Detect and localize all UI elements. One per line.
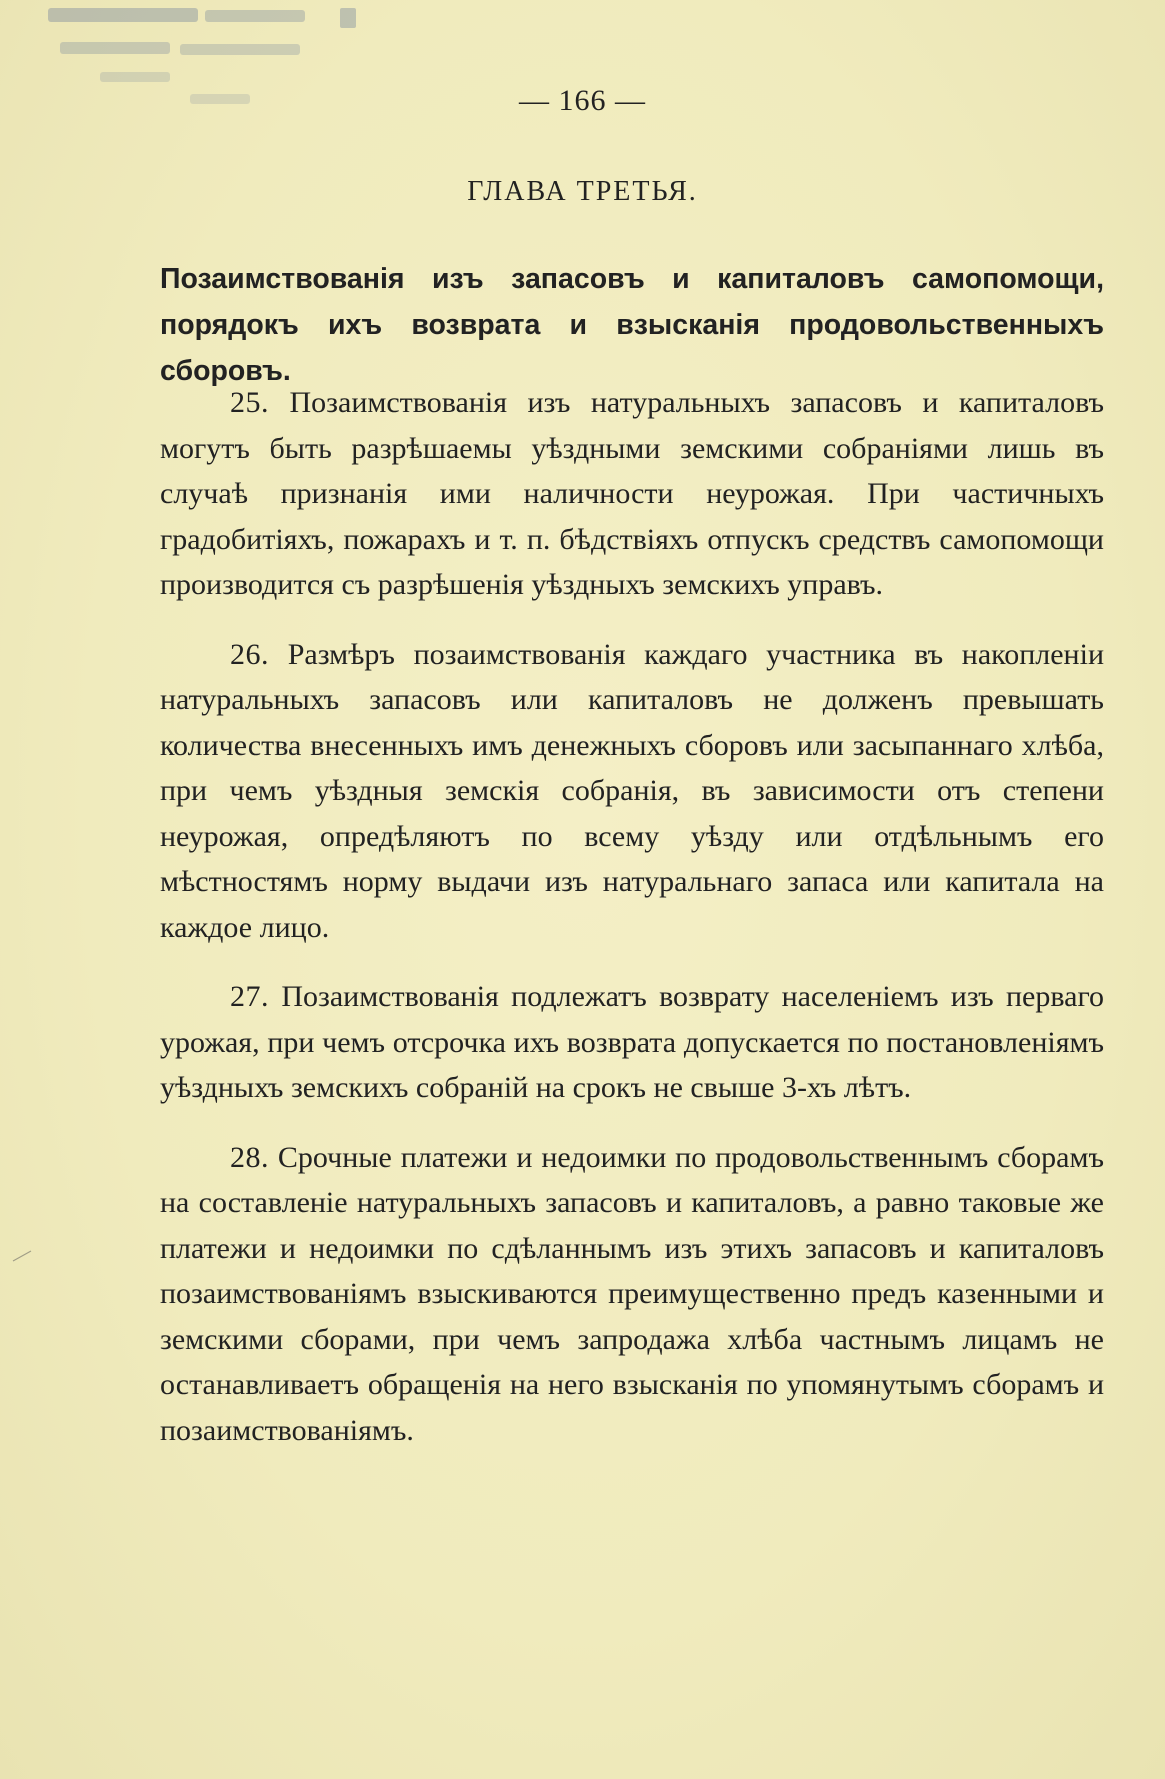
paragraph-text: Срочные платежи и недоимки по продовольственнымъ сборамъ на составленіе натуральныхъ запасовъ и капиталовъ, а равно таковые же платежи и недоимки по сдѣланнымъ изъ этихъ запасовъ и капиталовъ позаимствованіямъ взыскиваются преимущественно предъ казенными и земскими сборами, при чемъ запродажа хлѣба частнымъ лицамъ не останавливаетъ обращенія на него взысканія по упомянутымъ сборамъ и позаимствованіямъ. [160,1140,1104,1447]
paragraph-28 [160,1135,1104,1454]
paragraph-27 [160,974,1104,1111]
paragraph-25 [160,380,1104,608]
chapter-title: ГЛАВА ТРЕТЬЯ. [467,176,698,207]
paragraph-number: 26. [230,637,269,671]
paragraph-number: 28. [230,1140,269,1174]
section-heading: Позаимствованія изъ запасовъ и капиталовъ самопомощи, порядокъ ихъ возврата и взысканія продовольственныхъ сборовъ. [160,263,1104,387]
page-number: — 166 — [519,84,646,117]
paragraph-number: 27. [230,980,269,1013]
paragraph-26 [160,632,1104,951]
paragraph-text: Позаимствованія изъ натуральныхъ запасовъ и капиталовъ могутъ быть разрѣшаемы уѣздными земскими собраніями лишь въ случаѣ признанія ими наличности неурожая. При частичныхъ градобитіяхъ, пожарахъ и т. п. бѣдствіяхъ отпускъ средствъ самопомощи производится съ разрѣшенія уѣздныхъ земскихъ управъ. [160,386,1104,601]
pencil-mark [12,1250,32,1262]
paragraph-number: 25. [230,386,269,419]
paragraph-text: Размѣръ позаимствованія каждаго участника въ накопленіи натуральныхъ запасовъ или капиталовъ не долженъ превышать количества внесенныхъ имъ денежныхъ сборовъ или засыпаннаго хлѣба, при чемъ уѣздныя земскія собранія, въ зависимости отъ степени неурожая, опредѣляютъ по всему уѣзду или отдѣльнымъ его мѣстностямъ норму выдачи изъ натуральнаго запаса или капитала на каждое лицо. [160,637,1105,944]
body-text [160,380,1104,1477]
paragraph-text: Позаимствованія подлежатъ возврату населеніемъ изъ перваго урожая, при чемъ отсрочка ихъ возврата допускается по постановленіямъ уѣздныхъ земскихъ собраній на срокъ не свыше 3-хъ лѣтъ. [160,980,1104,1104]
